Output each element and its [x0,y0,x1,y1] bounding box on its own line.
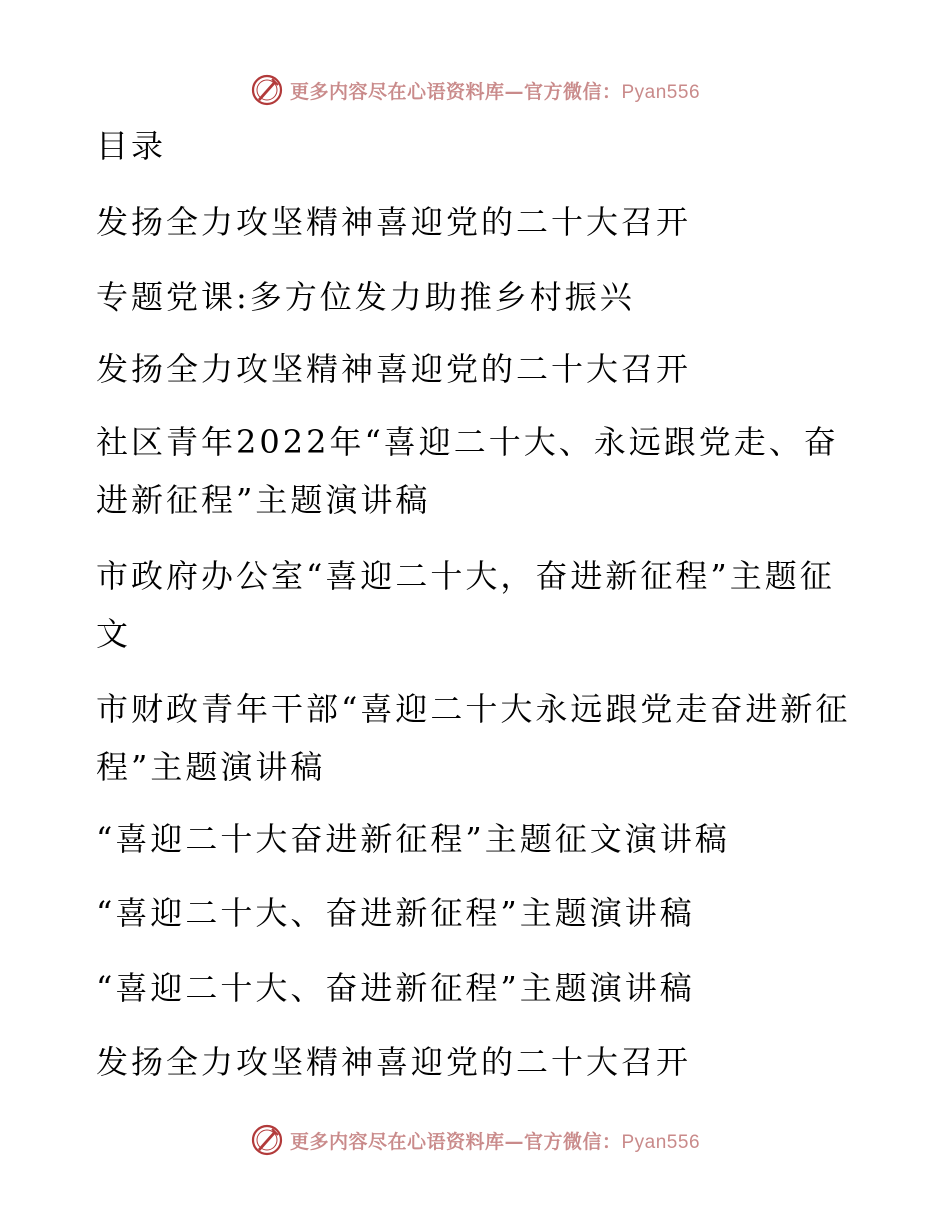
footer-watermark [0,1120,950,1160]
toc-item: 专题党课:多方位发力助推乡村振兴 [96,278,635,316]
toc-item: “喜迎二十大奋进新征程”主题征文演讲稿 [96,820,730,858]
toc-heading: 目录 [96,127,167,165]
toc-item: 发扬全力攻坚精神喜迎党的二十大召开 [96,203,692,241]
watermark-text: 更多内容尽在心语资料库—官方微信：Pyan556 [289,1130,701,1153]
toc-item: 市政府办公室“喜迎二十大，奋进新征程”主题征文 [96,557,835,653]
toc-item: “喜迎二十大、奋进新征程”主题演讲稿 [96,969,695,1007]
toc-item: 发扬全力攻坚精神喜迎党的二十大召开 [96,1043,692,1081]
toc-item: 发扬全力攻坚精神喜迎党的二十大召开 [96,350,692,388]
quill-logo-icon [250,1123,284,1157]
toc-item: 社区青年2022年“喜迎二十大、永远跟党走、奋进新征程”主题演讲稿 [96,423,839,519]
quill-logo-icon [250,73,284,107]
toc-item: 市财政青年干部“喜迎二十大永远跟党走奋进新征程”主题演讲稿 [96,690,851,786]
watermark-text: 更多内容尽在心语资料库—官方微信：Pyan556 [289,80,701,103]
toc-item: “喜迎二十大、奋进新征程”主题演讲稿 [96,894,695,932]
header-watermark [0,70,950,110]
